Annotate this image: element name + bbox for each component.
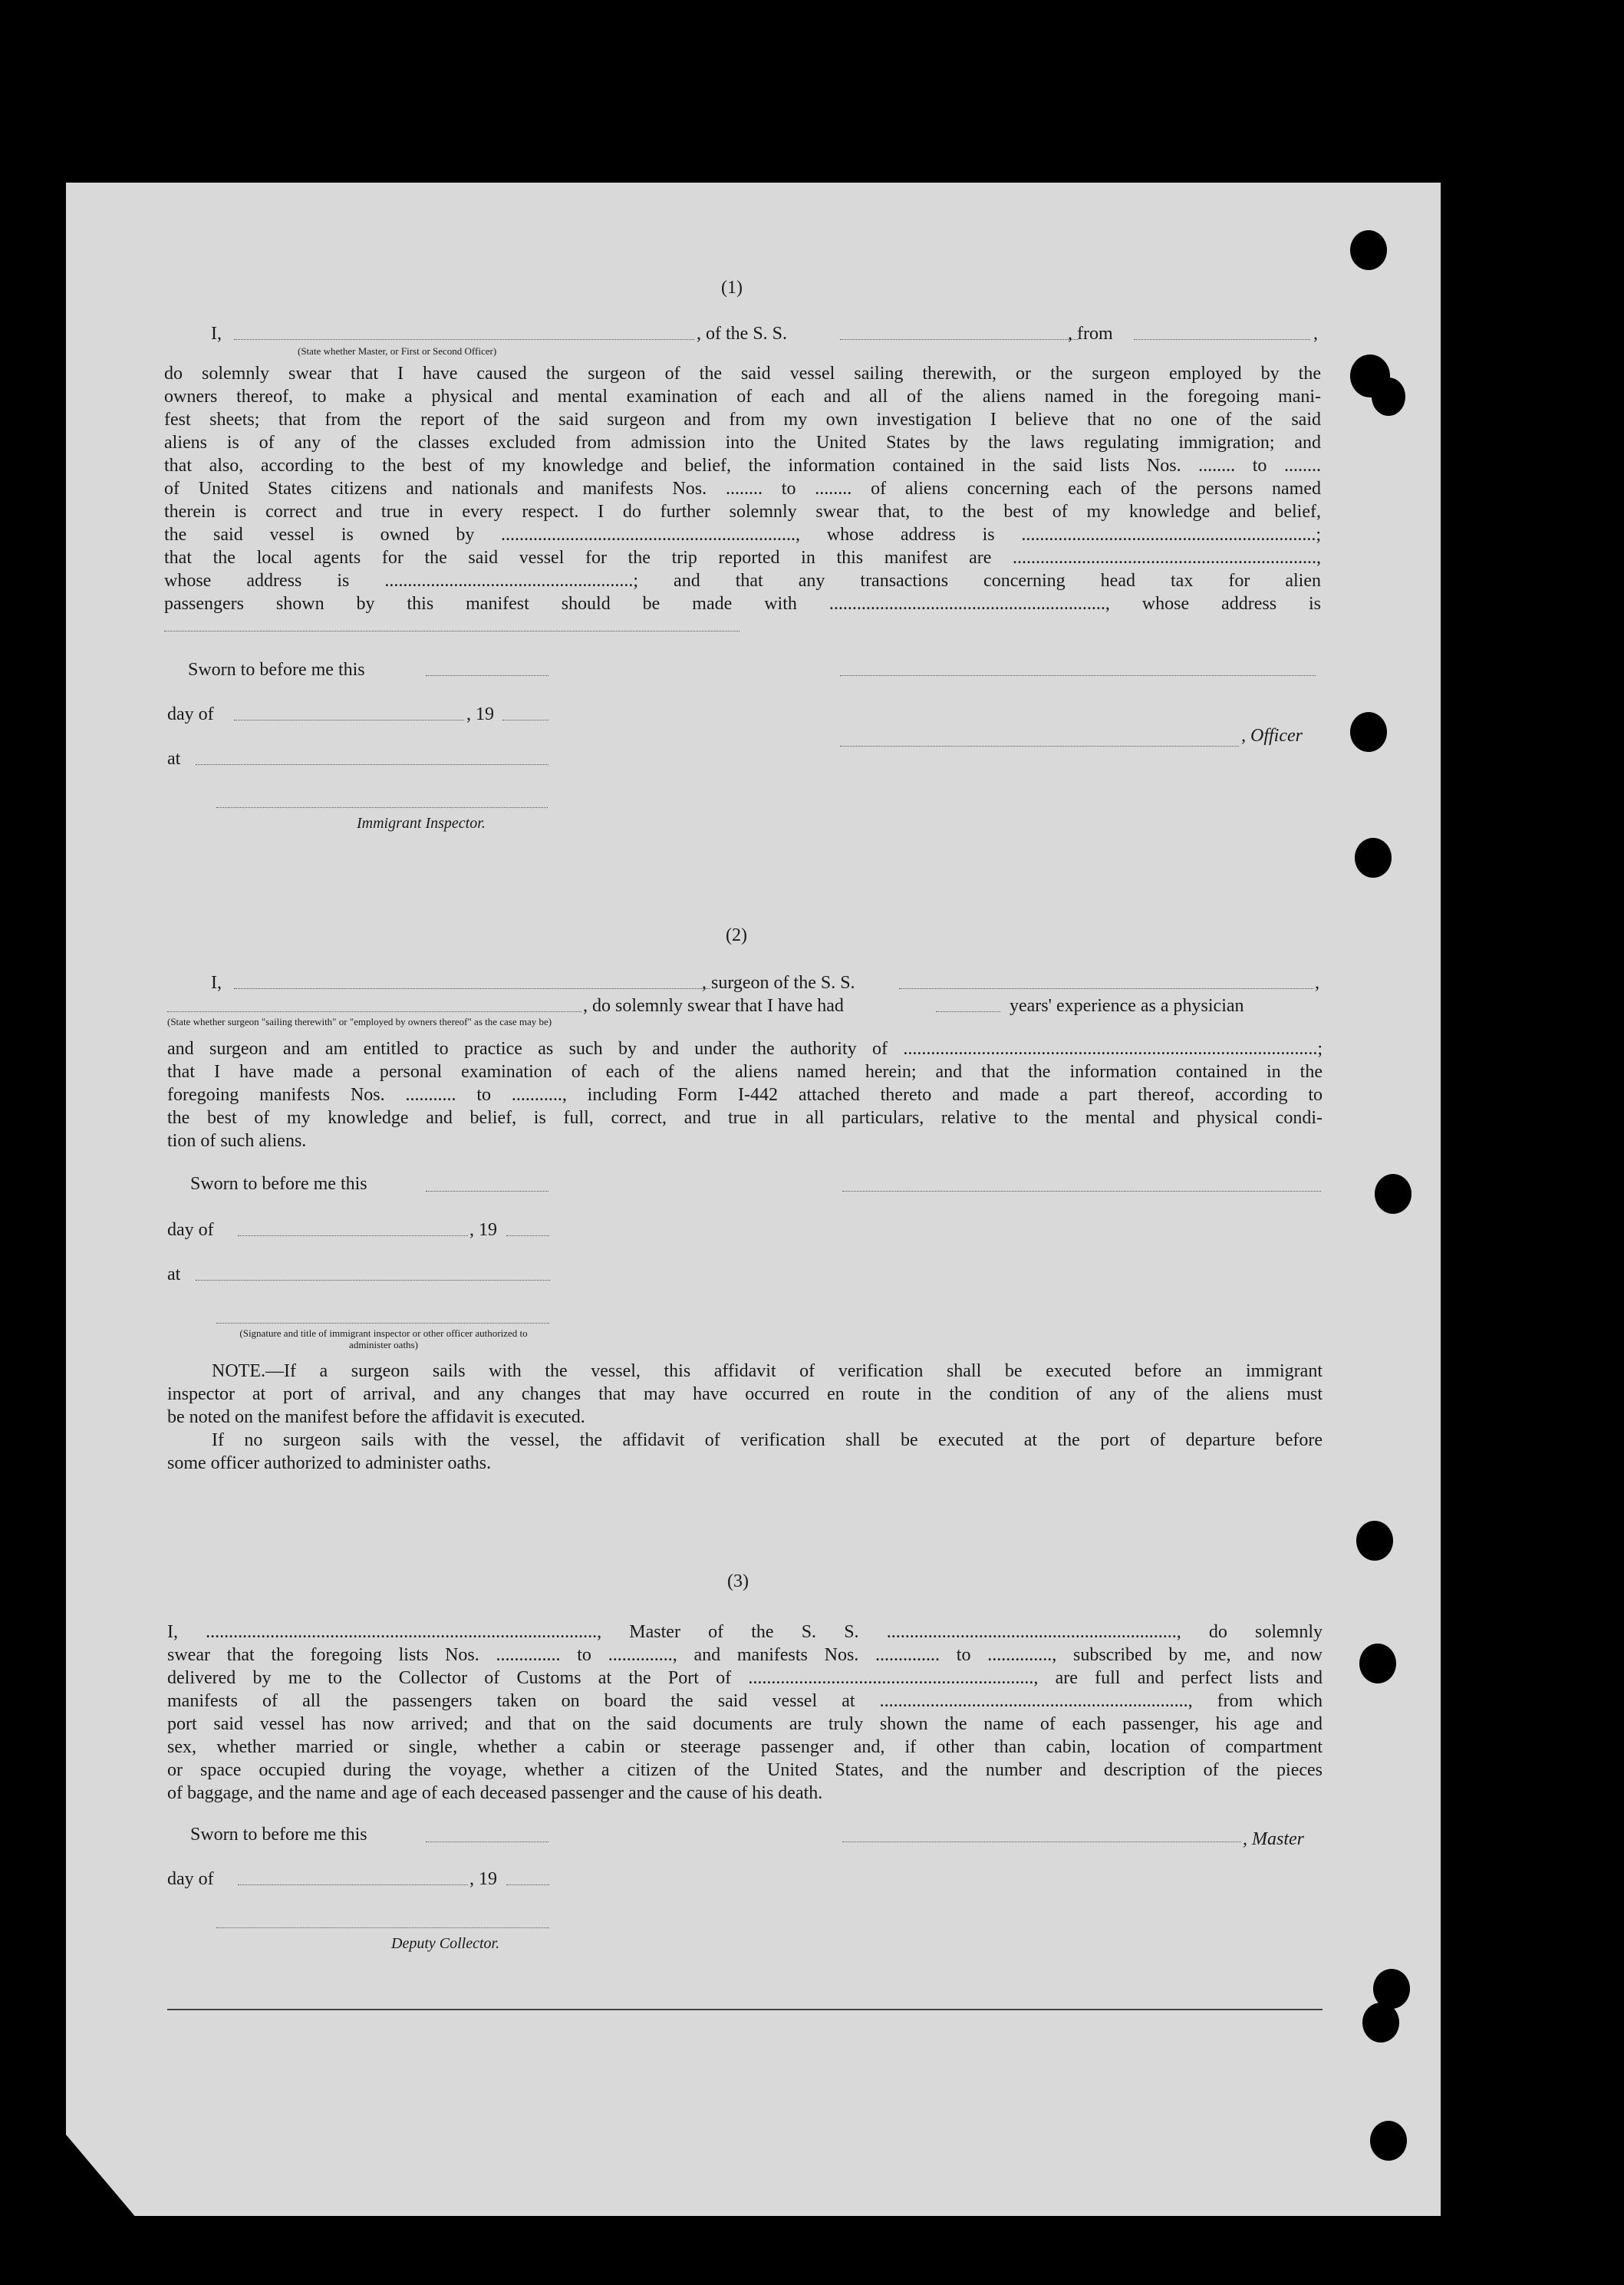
- day-of-label: day of: [167, 704, 214, 724]
- officer-title-line: [840, 746, 1239, 747]
- vessel-name-blank: [840, 339, 1078, 340]
- surgeon-of-ss: , surgeon of the S. S.: [702, 973, 855, 993]
- note-line: inspector at port of arrival, and any changes that may have occurred en route in the condition of any of the aliens must: [167, 1384, 1323, 1404]
- year-prefix: , 19: [469, 1869, 497, 1889]
- at-label: at: [167, 1264, 181, 1284]
- at-label: at: [167, 749, 181, 769]
- punch-hole: [1356, 1521, 1393, 1561]
- paragraph-line: whose address is ......................................................; and that any transactions concerning head tax for alien: [164, 571, 1321, 591]
- surgeon-signature-line: [842, 1191, 1321, 1192]
- oath-line: [211, 322, 222, 345]
- surgeon-i: I,: [211, 973, 222, 993]
- paragraph-line: manifests of all the passengers taken on board the said vessel at ..................................................................., from which: [167, 1691, 1323, 1711]
- punch-hole: [1350, 230, 1387, 270]
- officer-label: , Officer: [1241, 726, 1303, 746]
- at-blank: [196, 1280, 550, 1281]
- year-blank: [506, 1235, 549, 1236]
- line-end: ,: [1313, 324, 1318, 344]
- years-blank: [936, 1011, 1000, 1012]
- bottom-rule: [167, 2009, 1323, 2010]
- paragraph-line: foregoing manifests Nos. ........... to ..........., including Form I-442 attached thereto and made a part thereof, according to: [167, 1085, 1323, 1105]
- surgeon-vessel-blank: [899, 988, 1313, 989]
- sworn-label: Sworn to before me this: [188, 660, 365, 680]
- paragraph-line: therein is correct and true in every respect. I do further solemnly swear that, to the best of my knowledge and belief,: [164, 502, 1321, 522]
- sworn-date-blank: [426, 1191, 548, 1192]
- line-end: ,: [1315, 973, 1319, 993]
- from-label: , from: [1068, 324, 1113, 344]
- paragraph-line: swear that the foregoing lists Nos. .............. to .............., and manifests Nos. .............. to .............., subscribed by me, and now: [167, 1645, 1323, 1665]
- paragraph-line: sex, whether married or single, whether a cabin or steerage passenger and, if other than cabin, location of compartment: [167, 1737, 1323, 1757]
- year-prefix: , 19: [469, 1220, 497, 1240]
- punch-hole: [1355, 838, 1392, 878]
- signature-caption: (Signature and title of immigrant inspector or other officer authorized to administer oaths): [239, 1327, 528, 1350]
- inspector-signature-line: [216, 807, 548, 808]
- paragraph-line: that also, according to the best of my knowledge and belief, the information contained in the said lists Nos. ........ to ........: [164, 456, 1321, 476]
- paragraph-line: the said vessel is owned by ................................................................, whose address is ................................................................;: [164, 525, 1321, 545]
- punch-hole: [1350, 712, 1387, 752]
- paragraph-line: of United States citizens and nationals and manifests Nos. ........ to ........ of aliens concerning each of the persons named: [164, 479, 1321, 499]
- inspector-label: Immigrant Inspector.: [357, 815, 486, 832]
- punch-hole: [1362, 2003, 1399, 2043]
- sworn-label: Sworn to before me this: [190, 1825, 367, 1845]
- note-line: If no surgeon sails with the vessel, the affidavit of verification shall be executed at the port of departure before: [212, 1430, 1323, 1450]
- from-blank: [1134, 339, 1310, 340]
- collector-label: Deputy Collector.: [391, 1935, 500, 1952]
- years-label: years' experience as a physician: [1010, 996, 1244, 1016]
- note-line: some officer authorized to administer oaths.: [167, 1453, 492, 1473]
- note-line: be noted on the manifest before the affidavit is executed.: [167, 1407, 585, 1427]
- day-of-label: day of: [167, 1220, 214, 1240]
- surgeon-status-blank: [167, 1011, 581, 1012]
- year-prefix: , 19: [466, 704, 494, 724]
- officer-signature-line: [840, 675, 1316, 676]
- paragraph-line: the best of my knowledge and belief, is full, correct, and true in all particulars, relative to the mental and physical condi-: [167, 1108, 1323, 1128]
- paragraph-line: that the local agents for the said vessel for the trip reported in this manifest are ..................................................................,: [164, 548, 1321, 568]
- surgeon-name-blank: [234, 988, 710, 989]
- section-number: (2): [726, 925, 747, 945]
- rank-caption: (State whether Master, or First or Second Officer): [298, 345, 497, 357]
- paragraph-line: or space occupied during the voyage, whether a citizen of the United States, and the number and description of the pieces: [167, 1760, 1323, 1780]
- day-of-blank: [238, 1884, 468, 1885]
- year-blank: [506, 1884, 549, 1885]
- paragraph-line: delivered by me to the Collector of Customs at the Port of .............................................................., are full and perfect lists and: [167, 1668, 1323, 1688]
- officer-rank-blank: [234, 339, 694, 340]
- collector-signature-line: [216, 1927, 549, 1928]
- punch-hole: [1359, 1644, 1396, 1683]
- day-of-label: day of: [167, 1869, 214, 1889]
- paragraph-line: tion of such aliens.: [167, 1131, 307, 1151]
- master-label: , Master: [1243, 1829, 1304, 1849]
- oath-i: I,: [211, 324, 222, 344]
- inspector-signature-line: [216, 1323, 549, 1324]
- section-number: (1): [721, 278, 743, 298]
- sworn-label: Sworn to before me this: [190, 1174, 367, 1194]
- paragraph-line: that I have made a personal examination of each of the aliens named herein; and that the information contained in the: [167, 1062, 1323, 1082]
- paragraph-line: do solemnly swear that I have caused the surgeon of the said vessel sailing therewith, or the surgeon employed by the: [164, 364, 1321, 384]
- punch-hole: [1372, 378, 1405, 416]
- punch-hole: [1370, 2121, 1407, 2161]
- paragraph-line: aliens is of any of the classes excluded from admission into the United States by the laws regulating immigration; and: [164, 433, 1321, 453]
- paragraph-line: port said vessel has now arrived; and that on the said documents are truly shown the name of each passenger, his age and: [167, 1714, 1323, 1734]
- of-ss-label: , of the S. S.: [697, 324, 788, 344]
- note-line: NOTE.—If a surgeon sails with the vessel, this affidavit of verification shall be executed before an immigrant: [212, 1361, 1323, 1381]
- section-number: (3): [727, 1571, 749, 1591]
- at-blank: [196, 764, 548, 765]
- paragraph-line: fest sheets; that from the report of the said surgeon and from my own investigation I believe that no one of the said: [164, 410, 1321, 430]
- surgeon-caption: (State whether surgeon "sailing therewith" or "employed by owners thereof" as the case may be): [167, 1016, 552, 1027]
- paragraph-line: of baggage, and the name and age of each deceased passenger and the cause of his death.: [167, 1783, 823, 1803]
- punch-hole: [1375, 1174, 1412, 1214]
- sworn-date-blank: [426, 675, 548, 676]
- day-of-blank: [238, 1235, 468, 1236]
- swear-label: , do solemnly swear that I have had: [583, 996, 844, 1016]
- paragraph-line: passengers shown by this manifest should be made with ............................................................, whose address is: [164, 594, 1321, 614]
- paragraph-line: I, ....................................................................................., Master of the S. S. ..............................................................., do solemnly: [167, 1622, 1323, 1642]
- paragraph-line: owners thereof, to make a physical and mental examination of each and all of the aliens named in the foregoing mani-: [164, 387, 1321, 407]
- paragraph-line: and surgeon and am entitled to practice as such by and under the authority of ..........................................................................................;: [167, 1039, 1323, 1059]
